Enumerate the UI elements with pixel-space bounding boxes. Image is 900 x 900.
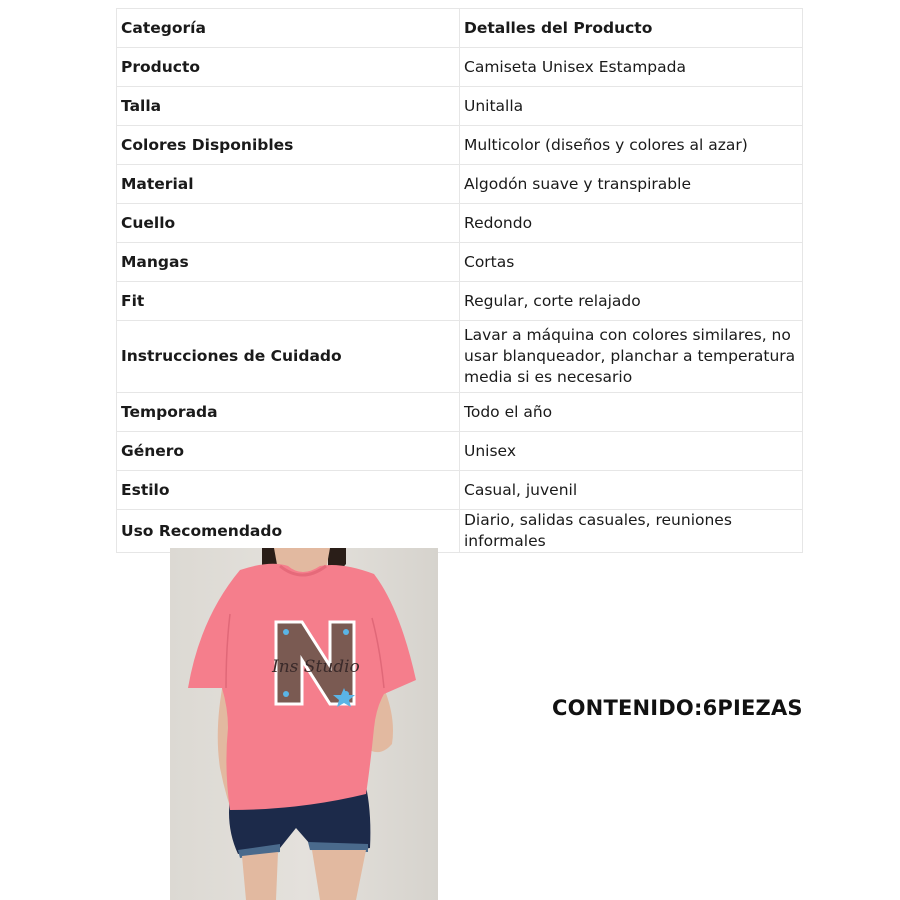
table-row [117, 87, 803, 126]
table-row [117, 471, 803, 510]
row-value: Unitalla [460, 87, 803, 126]
row-key: Instrucciones de Cuidado [117, 321, 460, 393]
row-key: Talla [117, 87, 460, 126]
table-row [117, 165, 803, 204]
row-key: Género [117, 432, 460, 471]
row-key: Material [117, 165, 460, 204]
row-value: Redondo [460, 204, 803, 243]
leg-right [312, 850, 366, 900]
print-script-text: Ins Studio [272, 657, 360, 677]
header-details: Detalles del Producto [460, 9, 803, 48]
header-category: Categoría [117, 9, 460, 48]
product-photo [170, 548, 438, 900]
leg-left [242, 852, 278, 900]
table-row [117, 393, 803, 432]
table-row [117, 321, 803, 393]
table-row [117, 126, 803, 165]
table-row [117, 243, 803, 282]
table-row [117, 510, 803, 553]
table-row [117, 432, 803, 471]
row-key: Mangas [117, 243, 460, 282]
table-row [117, 48, 803, 87]
model-illustration [170, 548, 438, 900]
row-value: Todo el año [460, 393, 803, 432]
row-key: Uso Recomendado [117, 510, 460, 553]
row-value: Camiseta Unisex Estampada [460, 48, 803, 87]
row-value: Unisex [460, 432, 803, 471]
row-key: Temporada [117, 393, 460, 432]
content-count-label: CONTENIDO:6PIEZAS [552, 696, 803, 720]
row-value: Lavar a máquina con colores similares, no usar blanqueador, planchar a temperatura media si es necesario [460, 321, 803, 393]
row-key: Fit [117, 282, 460, 321]
row-value: Diario, salidas casuales, reuniones informales [460, 510, 803, 553]
row-value: Casual, juvenil [460, 471, 803, 510]
row-value: Multicolor (diseños y colores al azar) [460, 126, 803, 165]
row-value: Regular, corte relajado [460, 282, 803, 321]
product-spec-table [116, 8, 803, 553]
table-row [117, 204, 803, 243]
row-key: Cuello [117, 204, 460, 243]
table-header-row [117, 9, 803, 48]
row-value: Algodón suave y transpirable [460, 165, 803, 204]
row-value: Cortas [460, 243, 803, 282]
row-key: Colores Disponibles [117, 126, 460, 165]
row-key: Estilo [117, 471, 460, 510]
table-row [117, 282, 803, 321]
row-key: Producto [117, 48, 460, 87]
